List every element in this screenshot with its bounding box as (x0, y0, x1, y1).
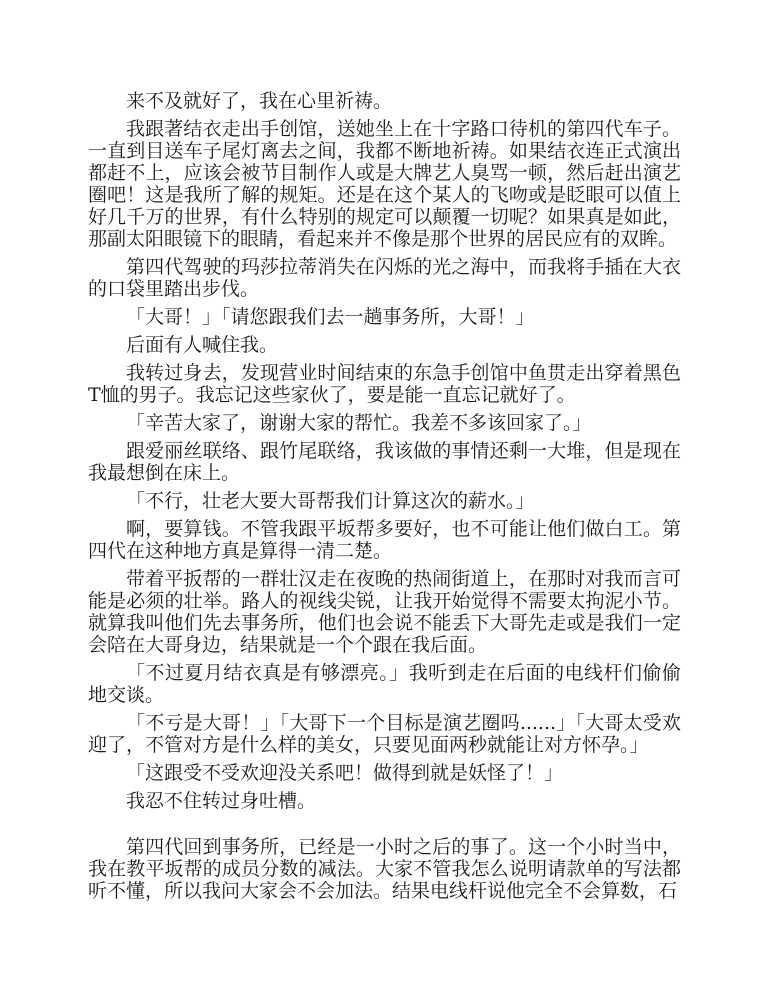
paragraph: 跟爱丽丝联络、跟竹尾联络，我该做的事情还剩一大堆，但是现在我最想倒在床上。 (88, 440, 681, 484)
paragraph-dialogue: 「这跟受不受欢迎没关系吧！做得到就是妖怪了！」 (126, 762, 564, 784)
paragraph-dialogue: 「不行，壮老大要大哥帮我们计算这次的薪水。」 (126, 490, 535, 512)
paragraph-dialogue: 「不亏是大哥！」「大哥下一个目标是演艺圈吗......」「大哥太受欢迎了，不管对方是什么样的美女，只要见面两秒就能让对方怀孕。」 (88, 712, 681, 756)
paragraph: 啊，要算钱。不管我跟平坂帮多要好，也不可能让他们做白工。第四代在这种地方真是算得一清二楚。 (88, 518, 681, 562)
paragraph-dialogue: 「辛苦大家了，谢谢大家的帮忙。我差不多该回家了。」 (126, 412, 592, 434)
paragraph-section-start: 第四代回到事务所，已经是一小时之后的事了。这一个小时当中，我在教平坂帮的成员分数的减法。大家不管我怎么说明请款单的写法都听不懂，所以我问大家会不会加法。结果电线杆说他完全不会算数，石 (88, 836, 681, 902)
paragraph: 我忍不住转过身吐槽。 (126, 790, 317, 812)
paragraph: 「不过夏月结衣真是有够漂亮。」我听到走在后面的电线杆们偷偷地交谈。 (88, 662, 681, 706)
paragraph: 带着平扳帮的一群壮汉走在夜晚的热闹街道上，在那时对我而言可能是必须的壮举。路人的视线尖锐，让我开始觉得不需要太拘泥小节。就算我叫他们先去事务所，他们也会说不能丢下大哥先走或是我们一定会陪在大哥身边，结果就是一个个跟在我后面。 (88, 568, 681, 656)
paragraph-dialogue: 「大哥！」「请您跟我们去一趟事务所，大哥！」 (126, 306, 535, 328)
paragraph: 我转过身去，发现营业时间结束的东急手创馆中鱼贯走出穿着黑色T恤的男子。我忘记这些家伙了，要是能一直忘记就好了。 (88, 362, 681, 406)
paragraph: 来不及就好了，我在心里祈祷。 (126, 90, 393, 112)
novel-text-body (88, 90, 681, 902)
paragraph: 后面有人喊住我。 (126, 334, 279, 356)
paragraph: 第四代驾驶的玛莎拉蒂消失在闪烁的光之海中，而我将手插在大衣的口袋里踏出步伐。 (88, 256, 681, 300)
paragraph: 我跟著结衣走出手创馆，送她坐上在十字路口待机的第四代车子。一直到目送车子尾灯离去之间，我都不断地祈祷。如果结衣连正式演出都赶不上，应该会被节目制作人或是大牌艺人臭骂一顿，然后赶出演艺圈吧！这是我所了解的规矩。还是在这个某人的飞吻或是眨眼可以值上好几千万的世界，有什么特别的规定可以颠覆一切呢？如果真是如此，那副太阳眼镜下的眼睛，看起来并不像是那个世界的居民应有的双眸。 (88, 118, 681, 250)
